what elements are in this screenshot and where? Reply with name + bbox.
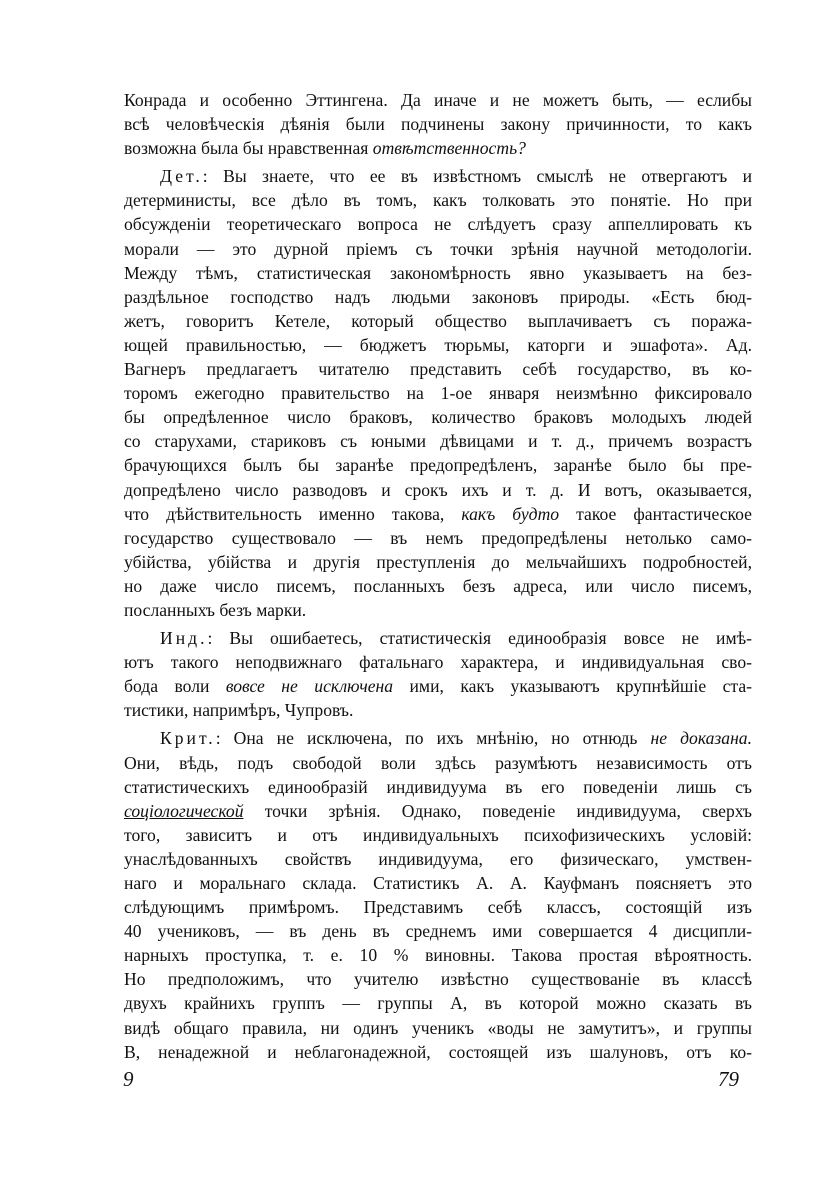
page-number: 79: [718, 1067, 739, 1091]
text-segment: такое фантастическое: [559, 503, 752, 524]
text-segment: Но предположимъ, что учителю извѣстно существованіе въ классѣ: [124, 969, 752, 990]
text-segment: посланныхъ безъ марки.: [124, 599, 307, 620]
text-line: [124, 895, 752, 919]
text-segment: отвѣтственность?: [372, 138, 526, 159]
text-line: [124, 967, 752, 991]
paragraph: [124, 88, 752, 160]
text-line: [124, 478, 752, 502]
text-segment: убійства, убійства и другія преступленія до мельчайшихъ подробностей,: [124, 551, 752, 572]
text-segment: брачующихся былъ бы заранѣе предопредѣленъ, заранѣе было бы пре-: [124, 455, 752, 476]
text-segment: наго и моральнаго склада. Статистикъ А. А. Кауфманъ поясняетъ это: [124, 873, 752, 893]
text-segment: возможна была бы нравственная: [124, 138, 373, 159]
text-line: [124, 871, 752, 895]
text-segment: Они, вѣдь, подъ свободой воли здѣсь разумѣютъ независимость отъ: [124, 752, 752, 773]
paragraph: [124, 726, 752, 1063]
text-segment: Между тѣмъ, статистическая закономѣрность явно указываетъ на без-: [124, 262, 752, 283]
text-segment: какъ будто: [461, 503, 560, 524]
text-line: [124, 674, 752, 698]
text-segment: бы опредѣленное число браковъ, количество браковъ молодыхъ людей: [124, 407, 752, 428]
text-line: [124, 991, 752, 1015]
text-segment: торомъ ежегодно правительство на 1-ое января неизмѣнно фиксировало: [124, 383, 752, 404]
text-line: [124, 598, 752, 622]
text-segment: обсужденіи теоретическаго вопроса не слѣдуетъ сразу аппеллировать къ: [124, 214, 752, 235]
text-line: [124, 261, 752, 285]
text-segment: всѣ человѣческія дѣянія были подчинены закону причинности, то какъ: [124, 114, 752, 135]
text-segment: Крит.: [160, 728, 216, 749]
text-segment: ютъ такого неподвижнаго фатальнаго характера, и индивидуальная сво-: [124, 652, 752, 673]
text-segment: допредѣлено число разводовъ и срокъ ихъ и т. д. И вотъ, оказывается,: [124, 479, 752, 500]
text-segment: видѣ общаго правила, ни одинъ ученикъ «воды не замутитъ», и группы: [124, 1017, 752, 1038]
text-segment: двухъ крайнихъ группъ — группы А, въ которой можно сказать въ: [124, 993, 752, 1014]
text-segment: ими, какъ указываютъ крупнѣйшіе ста-: [393, 676, 752, 697]
text-line: [124, 188, 752, 212]
text-segment: В, ненадежной и неблагонадежной, состоящей изъ шалуновъ, отъ ко-: [124, 1041, 752, 1062]
text-line: [124, 237, 752, 261]
text-line: [124, 550, 752, 574]
text-segment: но даже число писемъ, посланныхъ безъ адреса, или число писемъ,: [124, 575, 752, 596]
text-line: [124, 136, 752, 160]
text-line: [124, 943, 752, 967]
text-segment: унаслѣдованныхъ свойствъ индивидуума, его физическаго, умствен-: [124, 848, 752, 869]
text-line: [124, 285, 752, 309]
text-line: [124, 823, 752, 847]
text-segment: нарныхъ проступка, т. е. 10 % виновны. Такова простая вѣроятность.: [124, 945, 752, 966]
text-segment: бода воли: [124, 676, 226, 697]
paragraph: [124, 164, 752, 622]
text-line: [124, 698, 752, 722]
text-segment: Дет.: [160, 166, 203, 187]
text-segment: со старухами, стариковъ съ юными дѣвицами и т. д., причемъ возрастъ: [124, 431, 752, 452]
text-line: [124, 775, 752, 799]
text-segment: того, зависитъ и отъ индивидуальныхъ психофизическихъ условій:: [124, 824, 752, 845]
signature-number: 9: [123, 1067, 134, 1091]
text-line: [160, 626, 752, 650]
text-segment: : Она не исключена, по ихъ мнѣнію, но отнюдь: [215, 728, 651, 749]
text-line: [124, 309, 752, 333]
text-segment: вовсе не исключена: [225, 676, 394, 697]
text-line: [124, 650, 752, 674]
text-segment: Вагнеръ предлагаетъ читателю представить себѣ государство, въ ко-: [124, 359, 752, 380]
text-line: [124, 574, 752, 598]
text-line: [124, 751, 752, 775]
text-segment: Конрада и особенно Эттингена. Да иначе и не можетъ быть, — еслибы: [124, 90, 752, 110]
text-line: [124, 502, 752, 526]
text-line: [124, 453, 752, 477]
text-segment: 40 учениковъ, — въ день въ среднемъ ими совершается 4 дисципли-: [124, 921, 752, 942]
text-line: [124, 357, 752, 381]
text-segment: не доказана.: [650, 728, 752, 749]
text-segment: Инд.: [160, 628, 208, 649]
text-line: [124, 919, 752, 943]
text-segment: морали — это дурной пріемъ съ точки зрѣнія научной методологіи.: [124, 238, 752, 259]
text-line: [124, 1040, 752, 1064]
text-segment: точки зрѣнія. Однако, поведеніе индивидуума, сверхъ: [243, 800, 752, 821]
text-line: [124, 429, 752, 453]
text-segment: государство существовало — въ немъ предопредѣлены нетолько само-: [124, 527, 752, 548]
text-line: [124, 526, 752, 550]
text-line: [124, 212, 752, 236]
text-segment: жетъ, говоритъ Кетеле, который общество выплачиваетъ съ поража-: [124, 310, 752, 331]
paragraph: [124, 626, 752, 722]
text-line: [124, 799, 752, 823]
text-line: [124, 405, 752, 429]
text-line: [124, 112, 752, 136]
text-segment: соціологической: [124, 800, 244, 821]
text-line: [160, 726, 752, 750]
text-line: [124, 847, 752, 871]
text-segment: : Вы знаете, что ее въ извѣстномъ смыслѣ не отвергаютъ и: [202, 166, 752, 187]
text-segment: детерминисты, все дѣло въ томъ, какъ толковать это понятіе. Но при: [124, 190, 752, 211]
text-line: [124, 333, 752, 357]
text-segment: статистическихъ единообразій индивидуума въ его поведеніи лишь съ: [124, 776, 752, 797]
text-line: [124, 1016, 752, 1040]
body-text: [124, 88, 752, 1064]
text-segment: раздѣльное господство надъ людьми законовъ природы. «Есть бюд-: [124, 286, 752, 307]
text-line: [124, 88, 752, 112]
text-segment: что дѣйствительность именно такова,: [124, 503, 462, 524]
text-segment: : Вы ошибаетесь, статистическія единообразія вовсе не имѣ-: [207, 628, 752, 649]
text-segment: ющей правильностью, — бюджетъ тюрьмы, каторги и эшафота». Ад.: [124, 334, 752, 355]
text-segment: тистики, напримѣръ, Чупровъ.: [124, 700, 354, 721]
text-line: [124, 381, 752, 405]
text-line: [160, 164, 752, 188]
text-segment: слѣдующимъ примѣромъ. Представимъ себѣ классъ, состоящій изъ: [124, 897, 752, 918]
